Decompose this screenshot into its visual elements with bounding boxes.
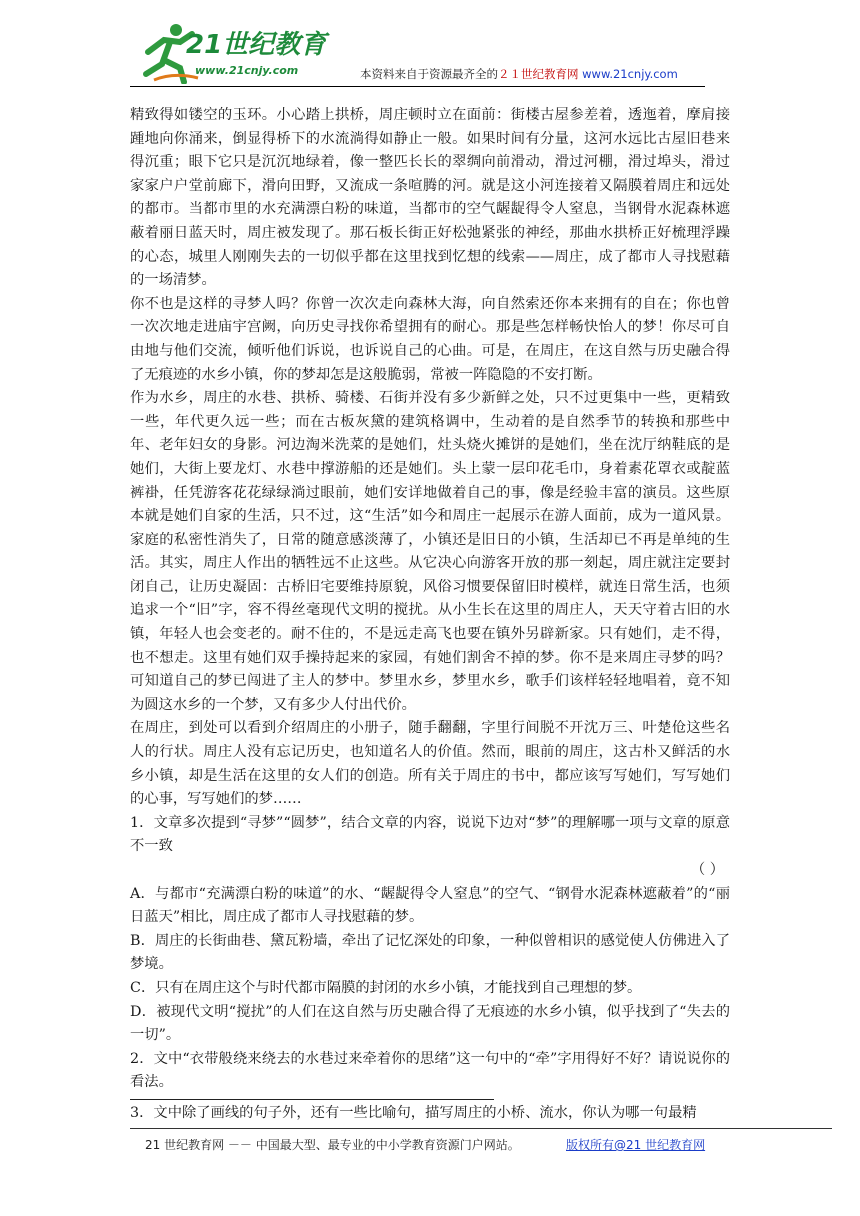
site-logo: [140, 22, 340, 84]
answer-bracket: （ ）: [690, 862, 724, 878]
footer-text: 21 世纪教育网 －－ 中国最大型、最专业的中小学教育资源门户网站。: [145, 1138, 520, 1152]
option-d: D．被现代文明“搅扰”的人们在这自然与历史融合得了无痕迹的水乡小镇，似乎找到了“失去的一切”。: [130, 1003, 730, 1044]
paragraph-1: 精致得如镂空的玉环。小心踏上拱桥，周庄顿时立在面前：街楼古屋参差着，透迤着，摩肩接踵地向你涌来，倒显得桥下的水流淌得如静止一般。如果时间有分量，这河水远比古屋旧巷来得沉重；眼下它只是沉沉地绿着，像一整匹长长的翠绸向前滑动，滑过河棚，滑过埠头，滑过家家户户堂前廊下，滑向田野，又流成一条喧腾的河。就是这小河连接着又隔膜着周庄和远处的都市。当都市里的水充满漂白粉的味道，当都市的空气龌龊得令人窒息，当钢骨水泥森林遮蔽着丽日蓝天时，周庄被发现了。那石板长街正好松弛紧张的神经，那曲水拱桥正好梳理浮躁的心态，城里人刚刚失去的一切似乎都在这里找到忆想的线索——周庄，成了都市人寻找慰藉的一场清梦。: [130, 107, 730, 289]
logo-text: 21世纪教育: [186, 30, 327, 60]
option-a: A．与都市“充满漂白粉的味道”的水、“龌龊得令人窒息”的空气、“钢骨水泥森林遮蔽着”的“丽日蓝天”相比，周庄成了都市人寻找慰藉的梦。: [130, 885, 730, 926]
article-body: [130, 104, 730, 1126]
logo-url: www.21cnjy.com: [195, 64, 299, 77]
header-divider: [130, 86, 705, 87]
header-site-link[interactable]: ２１世纪教育网: [498, 67, 579, 81]
header-note: [360, 66, 678, 82]
question-3-stem: 3．文中除了画线的句子外，还有一些比喻句，描写周庄的小桥、流水，你认为哪一句最精: [130, 1104, 697, 1121]
option-c: C．只有在周庄这个与时代都市隔膜的封闭的水乡小镇，才能找到自己理想的梦。: [130, 979, 642, 996]
question-2-stem: 2．文中“衣带般绕来绕去的水巷过来牵着你的思绪”这一句中的“牵”字用得好不好？请说说你的看法。: [130, 1050, 730, 1091]
paragraph-2: 你不也是这样的寻梦人吗？你曾一次次走向森林大海，向自然索还你本来拥有的自在；你也曾一次次地走进庙宇宫阙，向历史寻找你希望拥有的耐心。那是些怎样畅快怡人的梦！你尽可自由地与他们交流，倾听他们诉说，也诉说自己的心曲。可是，在周庄，在这自然与历史融合得了无痕迹的水乡小镇，你的梦却怎是这般脆弱，常被一阵隐隐的不安打断。: [130, 295, 730, 383]
option-b: B．周庄的长街曲巷、黛瓦粉墙，牵出了记忆深处的印象，一种似曾相识的感觉使人仿佛进入了梦境。: [130, 932, 730, 973]
question-1-stem: 1．文章多次提到“寻梦”“圆梦”，结合文章的内容，说说下边对“梦”的理解哪一项与文章的原意不一致: [130, 814, 730, 855]
footer-divider: [130, 1128, 832, 1129]
header-note-prefix: 本资料来自于资源最齐全的: [360, 67, 498, 81]
paragraph-3: 作为水乡，周庄的水巷、拱桥、骑楼、石街并没有多少新鲜之处，只不过更集中一些，更精致一些，年代更久远一些；而在古板灰黛的建筑格调中，生动着的是自然季节的转换和那些中年、老年妇女的身影。河边淘米洗菜的是她们，灶头烧火摊饼的是她们，坐在沈厅纳鞋底的是她们，大街上要龙灯、水巷中撑游船的还是她们。头上蒙一层印花毛巾，身着素花罩衣或靛蓝裤褂，任凭游客花花绿绿淌过眼前，她们安详地做着自己的事，像是经验丰富的演员。这些原本就是她们自家的生活，只不过，这“生活”如今和周庄一起展示在游人面前，成为一道风景。家庭的私密性消失了，日常的随意感淡薄了，小镇还是旧日的小镇，生活却已不再是单纯的生活。其实，周庄人作出的牺牲远不止这些。从它决心向游客开放的那一刻起，周庄就注定要封闭自己，让历史凝固：古桥旧宅要维持原貌，风俗习惯要保留旧时模样，就连日常生活，也须追求一个“旧”字，容不得丝毫现代文明的搅扰。从小生长在这里的周庄人，天天守着古旧的水镇，年轻人也会变老的。耐不住的，不是远走高飞也要在镇外另辟新家。只有她们，走不得，也不想走。这里有她们双手操持起来的家园，有她们割舍不掉的梦。你不是来周庄寻梦的吗？可知道自己的梦已闯进了主人的梦中。梦里水乡，梦里水乡，歌手们该样轻轻地唱着，竟不知为圆这水乡的一个梦，又有多少人付出代价。: [130, 390, 730, 713]
page-header: [0, 0, 860, 92]
answer-blank-line: [130, 1099, 494, 1100]
paragraph-4: 在周庄，到处可以看到介绍周庄的小册子，随手翻翻，字里行间脱不开沈万三、叶楚伧这些名人的行状。周庄人没有忘记历史，也知道名人的价值。然而，眼前的周庄，这古朴又鲜活的水乡小镇，却是生活在这里的女人们的创造。所有关于周庄的书中，都应该写写她们，写写她们的心事，写写她们的梦……: [130, 720, 730, 808]
copyright-link[interactable]: 版权所有@21 世纪教育网: [566, 1138, 706, 1152]
header-url-link[interactable]: www.21cnjy.com: [582, 67, 678, 81]
